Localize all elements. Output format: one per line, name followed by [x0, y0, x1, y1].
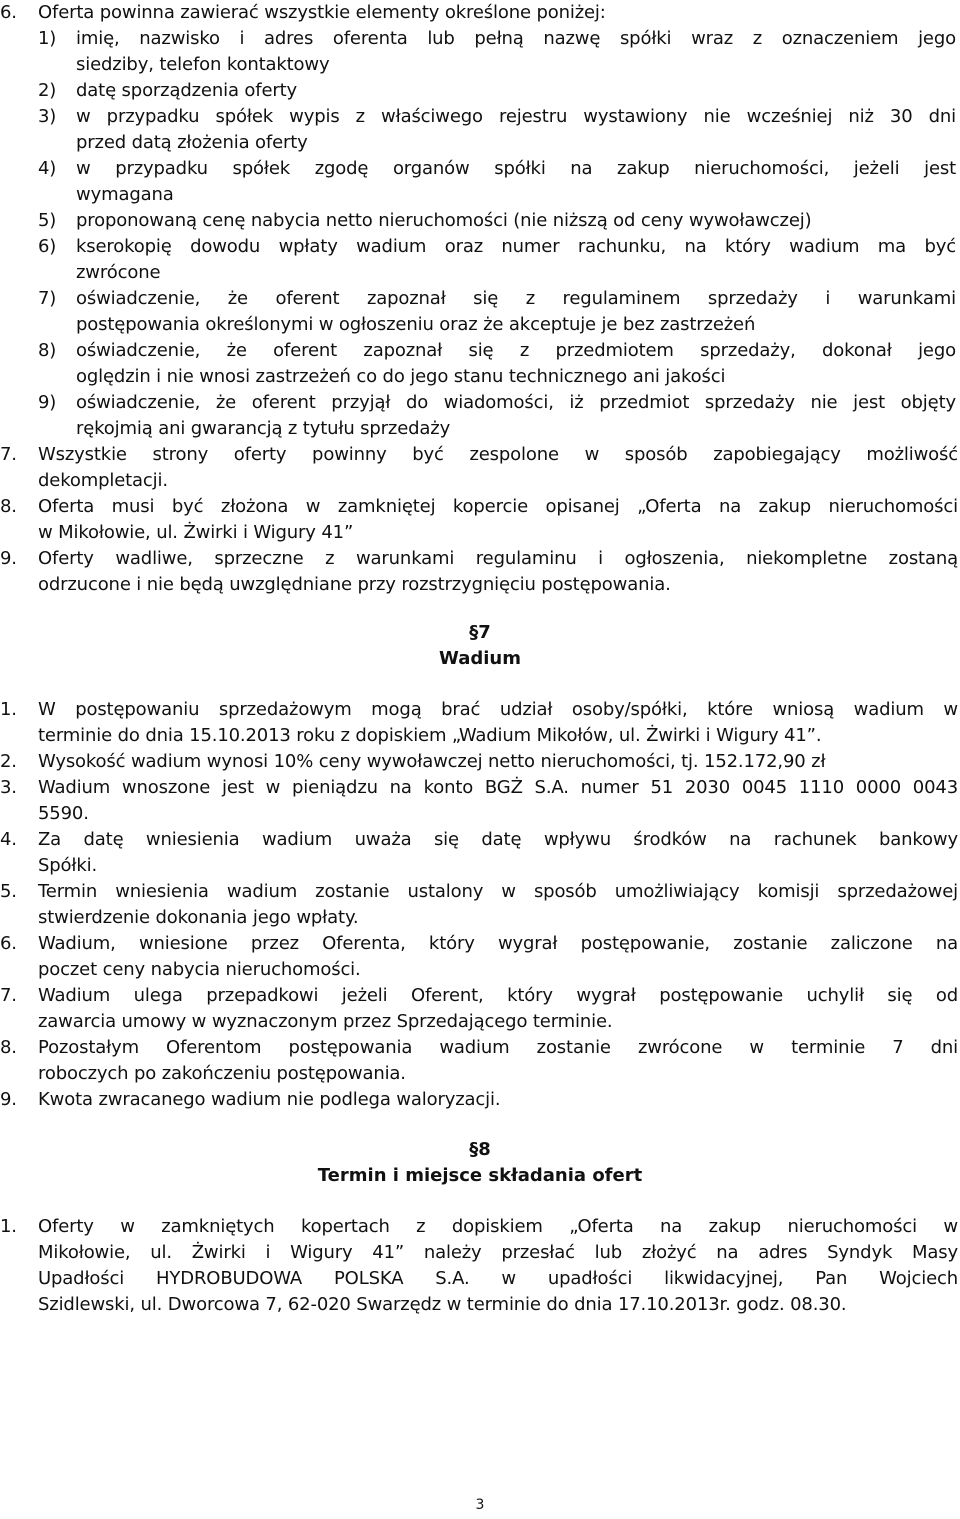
- item-text: Oferty w zamkniętych kopertach z dopiskiem „Oferta na zakup nieruchomości w: [38, 1216, 958, 1237]
- item-number: 1.: [0, 1216, 17, 1237]
- item-number: 6.: [0, 933, 17, 954]
- sub-item-text: przed datą złożenia oferty: [76, 132, 308, 153]
- item-text: odrzucone i nie będą uwzględniane przy rozstrzygnięciu postępowania.: [38, 574, 671, 595]
- section-title: Termin i miejsce składania ofert: [317, 1165, 643, 1186]
- item-text: Za datę wniesienia wadium uważa się datę wpływu środków na rachunek bankowy: [38, 829, 958, 850]
- sub-item-number: 5): [38, 210, 57, 231]
- item-number: 6.: [0, 2, 17, 23]
- section-title: Wadium: [439, 648, 521, 669]
- sub-item-number: 9): [38, 392, 57, 413]
- sub-item-text: wymagana: [76, 184, 174, 205]
- item-text: Pozostałym Oferentom postępowania wadium zostanie zwrócone w terminie 7 dni: [38, 1037, 958, 1058]
- section-number: §8: [469, 1139, 491, 1160]
- item-number: 4.: [0, 829, 17, 850]
- item-text: Wszystkie strony oferty powinny być zespolone w sposób zapobiegający możliwość: [38, 444, 958, 465]
- item-text: stwierdzenie dokonania jego wpłaty.: [38, 907, 359, 928]
- item-text: Wadium ulega przepadkowi jeżeli Oferent, który wygrał postępowanie uchylił się od: [38, 985, 958, 1006]
- item-number: 7.: [0, 444, 17, 465]
- item-text: Upadłości HYDROBUDOWA POLSKA S.A. w upadłości likwidacyjnej, Pan Wojciech: [38, 1268, 958, 1289]
- item-text: zawarcia umowy w wyznaczonym przez Sprzedającego terminie.: [38, 1011, 613, 1032]
- item-text: W postępowaniu sprzedażowym mogą brać udział osoby/spółki, które wniosą wadium w: [38, 699, 958, 720]
- item-text: Wadium wnoszone jest w pieniądzu na konto BGŻ S.A. numer 51 2030 0045 1110 0000 0043: [38, 777, 958, 798]
- item-text: roboczych po zakończeniu postępowania.: [38, 1063, 406, 1084]
- sub-item-text: w przypadku spółek wypis z właściwego rejestru wystawiony nie wcześniej niż 30 dni: [76, 106, 956, 127]
- page-number: 3: [475, 1497, 485, 1513]
- sub-item-text: oględzin i nie wnosi zastrzeżeń co do jego stanu technicznego ani jakości: [76, 366, 726, 387]
- item-text: poczet ceny nabycia nieruchomości.: [38, 959, 361, 980]
- sub-item-number: 4): [38, 158, 57, 179]
- item-text: Kwota zwracanego wadium nie podlega waloryzacji.: [38, 1089, 501, 1110]
- item-number: 8.: [0, 1037, 17, 1058]
- sub-item-text: rękojmią ani gwarancją z tytułu sprzedaży: [76, 418, 451, 439]
- sub-item-text: oświadczenie, że oferent zapoznał się z regulaminem sprzedaży i warunkami: [76, 288, 956, 309]
- sub-item-text: siedziby, telefon kontaktowy: [76, 54, 330, 75]
- item-text: Oferty wadliwe, sprzeczne z warunkami regulaminu i ogłoszenia, niekompletne zostaną: [38, 548, 958, 569]
- sub-item-number: 3): [38, 106, 57, 127]
- sub-item-number: 8): [38, 340, 57, 361]
- item-text: Termin wniesienia wadium zostanie ustalony w sposób umożliwiający komisji sprzedażowej: [38, 881, 958, 902]
- item-number: 8.: [0, 496, 17, 517]
- sub-item-text: w przypadku spółek zgodę organów spółki na zakup nieruchomości, jeżeli jest: [76, 158, 956, 179]
- item-number: 1.: [0, 699, 17, 720]
- item-text: Wysokość wadium wynosi 10% ceny wywoławczej netto nieruchomości, tj. 152.172,90 zł: [38, 751, 826, 772]
- item-text: Oferta powinna zawierać wszystkie elementy określone poniżej:: [38, 2, 606, 23]
- item-text: Spółki.: [38, 855, 98, 876]
- item-text: Oferta musi być złożona w zamkniętej kopercie opisanej „Oferta na zakup nieruchomości: [38, 496, 958, 517]
- item-text: w Mikołowie, ul. Żwirki i Wigury 41”: [38, 522, 354, 543]
- item-number: 2.: [0, 751, 17, 772]
- item-text: Wadium, wniesione przez Oferenta, który wygrał postępowanie, zostanie zaliczone na: [38, 933, 958, 954]
- sub-item-text: postępowania określonymi w ogłoszeniu oraz że akceptuje je bez zastrzeżeń: [76, 314, 756, 335]
- sub-item-number: 6): [38, 236, 57, 257]
- item-text: Mikołowie, ul. Żwirki i Wigury 41” należy przesłać lub złożyć na adres Syndyk Masy: [38, 1242, 958, 1263]
- item-number: 9.: [0, 548, 17, 569]
- item-number: 7.: [0, 985, 17, 1006]
- sub-item-text: imię, nazwisko i adres oferenta lub pełną nazwę spółki wraz z oznaczeniem jego: [76, 28, 956, 49]
- sub-item-text: proponowaną cenę nabycia netto nieruchomości (nie niższą od ceny wywoławczej): [76, 210, 812, 231]
- item-text: terminie do dnia 15.10.2013 roku z dopiskiem „Wadium Mikołów, ul. Żwirki i Wigury 41”.: [38, 725, 822, 746]
- sub-item-text: kserokopię dowodu wpłaty wadium oraz numer rachunku, na który wadium ma być: [76, 236, 956, 257]
- item-text: Szidlewski, ul. Dworcowa 7, 62-020 Swarzędz w terminie do dnia 17.10.2013r. godz. 08.30.: [38, 1294, 847, 1315]
- sub-item-text: oświadczenie, że oferent przyjął do wiadomości, iż przedmiot sprzedaży nie jest objęty: [76, 392, 956, 413]
- sub-item-text: datę sporządzenia oferty: [76, 80, 298, 101]
- item-number: 9.: [0, 1089, 17, 1110]
- sub-item-number: 7): [38, 288, 57, 309]
- item-number: 3.: [0, 777, 17, 798]
- item-text: dekompletacji.: [38, 470, 168, 491]
- sub-item-text: zwrócone: [76, 262, 161, 283]
- sub-item-number: 1): [38, 28, 57, 49]
- sub-item-text: oświadczenie, że oferent zapoznał się z przedmiotem sprzedaży, dokonał jego: [76, 340, 956, 361]
- item-number: 5.: [0, 881, 17, 902]
- sub-item-number: 2): [38, 80, 57, 101]
- section-number: §7: [469, 622, 491, 643]
- item-text: 5590.: [38, 803, 89, 824]
